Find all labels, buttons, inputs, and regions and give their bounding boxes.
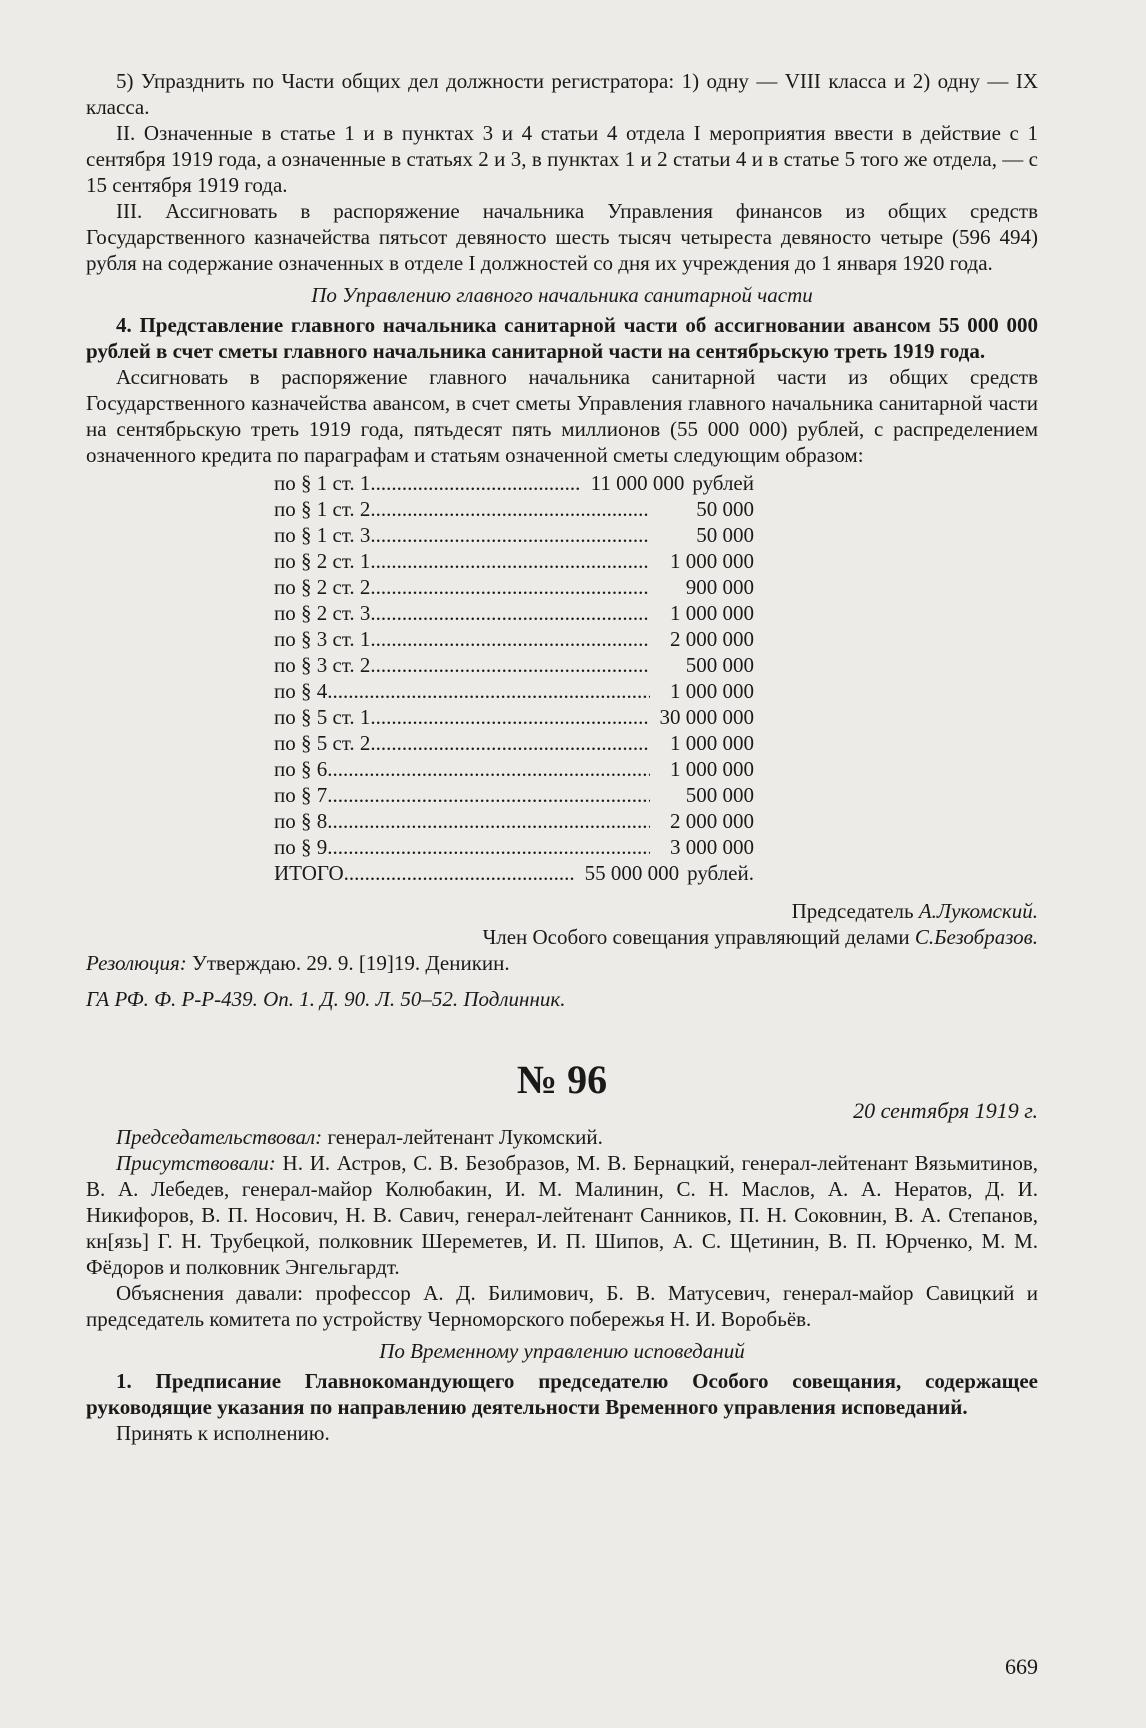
resolution-text: Утверждаю. 29. 9. [19]19. Деникин. <box>191 951 510 975</box>
allocation-amount: 1 000 000 <box>670 549 754 573</box>
document-number: № 96 <box>516 1057 608 1102</box>
allocation-label: по § 6 <box>274 757 328 781</box>
allocation-label: ИТОГО <box>274 861 344 885</box>
item-decision: Принять к исполнению. <box>116 1421 330 1445</box>
allocation-amount: 1 000 000 <box>670 679 754 703</box>
allocation-row <box>274 652 754 678</box>
allocation-amount: 900 000 <box>685 575 754 599</box>
allocation-amount: 1 000 000 <box>670 731 754 755</box>
leader-dots <box>370 704 650 730</box>
allocation-amount: 1 000 000 <box>670 601 754 625</box>
leader-dots <box>370 496 650 522</box>
allocation-suffix: рублей. <box>687 861 754 885</box>
allocation-row <box>274 730 754 756</box>
allocation-label: по § 1 ст. 3 <box>274 523 371 547</box>
leader-dots <box>370 574 650 600</box>
allocation-label: по § 3 ст. 1 <box>274 627 371 651</box>
document-date: 20 сентября 1919 г. <box>853 1098 1038 1123</box>
leader-dots <box>370 652 650 678</box>
paragraph-sanitary-body: Ассигновать в распоряжение главного начальника санитарной части из общих средств Государственного казначейства авансом, в счет сметы Управления главного начальника санитарной части на сентябрьскую треть 1919 года, пятьдесят пять миллионов (55 000 000) рублей, с распределением означенного кредита по параграфам и статьям означенной сметы следующим образом: <box>86 365 1038 467</box>
leader-dots <box>327 756 650 782</box>
allocation-amount: 55 000 000 <box>584 861 680 885</box>
leader-dots <box>370 470 580 496</box>
allocation-row <box>274 782 754 808</box>
allocation-row <box>274 678 754 704</box>
allocation-amount: 30 000 000 <box>659 705 754 729</box>
paragraph-assign-finance: III. Ассигновать в распоряжение начальника Управления финансов из общих средств Государственного казначейства пятьсот девяносто шесть тысяч четыреста девяносто четыре (596 494) рубля на содержание означенных в отделе I должностей со дня их учреждения до 1 января 1920 года. <box>86 199 1038 275</box>
allocation-amount: 50 000 <box>696 523 754 547</box>
leader-dots <box>327 678 650 704</box>
signature-member-label: Член Особого совещания управляющий делами <box>482 925 910 949</box>
leader-dots <box>327 782 650 808</box>
leader-dots <box>327 834 650 860</box>
allocation-label: по § 1 ст. 2 <box>274 497 371 521</box>
explained-line: Объяснения давали: профессор А. Д. Билимович, Б. В. Матусевич, генерал-майор Савицкий и председатель комитета по устройству Черноморского побережья Н. И. Воробьёв. <box>86 1281 1038 1331</box>
signature-member-name: С.Безобразов. <box>914 925 1038 949</box>
signature-member <box>86 924 1038 950</box>
leader-dots <box>370 626 650 652</box>
signature-chair <box>86 898 1038 924</box>
allocation-amount: 1 000 000 <box>670 757 754 781</box>
chaired-line <box>86 1124 1038 1150</box>
allocation-row <box>274 834 754 860</box>
allocation-label: по § 8 <box>274 809 328 833</box>
paragraph-effective-dates: II. Означенные в статье 1 и в пунктах 3 и 4 статьи 4 отдела I мероприятия ввести в действие с 1 сентября 1919 года, а означенные в статьях 2 и 3, в пунктах 1 и 2 статьи 4 и в статье 5 того же отдела, — с 15 сентября 1919 года. <box>86 121 1038 197</box>
signature-chair-name: А.Лукомский. <box>918 899 1038 923</box>
chaired-label: Председательствовал: <box>116 1125 323 1149</box>
allocation-list <box>274 470 754 886</box>
allocation-label: по § 5 ст. 1 <box>274 705 371 729</box>
allocation-row <box>274 574 754 600</box>
allocation-amount: 2 000 000 <box>670 627 754 651</box>
present-text: Н. И. Астров, С. В. Безобразов, М. В. Бернацкий, генерал-лейтенант Вязьмитинов, В. А. Лебедев, генерал-майор Колюбакин, И. М. Малинин, С. Н. Маслов, А. А. Нератов, Д. И. Никифоров, В. П. Носович, Н. В. Савич, генерал-лейтенант Санников, П. Н. Соковнин, В. А. Степанов, кн[язь] Г. Н. Трубецкой, полковник Шереметев, И. П. Шипов, А. С. Щетинин, В. П. Юрченко, М. М. Фёдоров и полковник Энгельгардт. <box>86 1151 1039 1279</box>
allocation-amount: 11 000 000 <box>590 471 685 495</box>
leader-dots <box>370 600 650 626</box>
allocation-label: по § 3 ст. 2 <box>274 653 371 677</box>
allocation-amount: 500 000 <box>685 783 754 807</box>
allocation-row <box>274 704 754 730</box>
allocation-row <box>274 860 754 886</box>
allocation-row <box>274 756 754 782</box>
section-heading-confessions: По Временному управлению исповеданий <box>379 1339 745 1363</box>
allocation-label: по § 1 ст. 1 <box>274 471 371 495</box>
leader-dots <box>370 522 650 548</box>
leader-dots <box>327 808 650 834</box>
allocation-label: по § 4 <box>274 679 328 703</box>
allocation-label: по § 9 <box>274 835 328 859</box>
signature-chair-label: Председатель <box>791 899 914 923</box>
allocation-row <box>274 626 754 652</box>
allocation-row <box>274 522 754 548</box>
resolution <box>86 950 1038 976</box>
item-title-sanitary: 4. Представление главного начальника санитарной части об ассигновании авансом 55 000 000 рублей в счет сметы главного начальника санитарной части на сентябрьскую треть 1919 года. <box>86 313 1038 363</box>
allocation-suffix: рублей <box>692 471 754 495</box>
page-number: 669 <box>1005 1654 1038 1679</box>
leader-dots <box>344 860 575 886</box>
chaired-text: генерал-лейтенант Лукомский. <box>327 1125 603 1149</box>
allocation-label: по § 2 ст. 1 <box>274 549 371 573</box>
item-title-confessions: 1. Предписание Главнокомандующего председателю Особого совещания, содержащее руководящие указания по направлению деятельности Временного управления исповеданий. <box>86 1369 1038 1419</box>
archive-reference: ГА РФ. Ф. Р-Р-439. Оп. 1. Д. 90. Л. 50–52. Подлинник. <box>86 987 566 1011</box>
allocation-row <box>274 600 754 626</box>
allocation-label: по § 2 ст. 2 <box>274 575 371 599</box>
allocation-label: по § 2 ст. 3 <box>274 601 371 625</box>
allocation-row <box>274 548 754 574</box>
allocation-amount: 500 000 <box>685 653 754 677</box>
allocation-label: по § 7 <box>274 783 328 807</box>
allocation-row <box>274 470 754 496</box>
resolution-label: Резолюция: <box>86 951 187 975</box>
allocation-amount: 2 000 000 <box>670 809 754 833</box>
present-line <box>86 1150 1038 1280</box>
section-heading-sanitary: По Управлению главного начальника санитарной части <box>311 283 813 307</box>
leader-dots <box>370 548 650 574</box>
allocation-label: по § 5 ст. 2 <box>274 731 371 755</box>
leader-dots <box>370 730 650 756</box>
paragraph-abolish-positions: 5) Упразднить по Части общих дел должности регистратора: 1) одну — VIII класса и 2) одну — IX класса. <box>86 69 1038 119</box>
allocation-amount: 3 000 000 <box>670 835 754 859</box>
allocation-row <box>274 496 754 522</box>
allocation-amount: 50 000 <box>696 497 754 521</box>
allocation-row <box>274 808 754 834</box>
present-label: Присутствовали: <box>116 1151 276 1175</box>
